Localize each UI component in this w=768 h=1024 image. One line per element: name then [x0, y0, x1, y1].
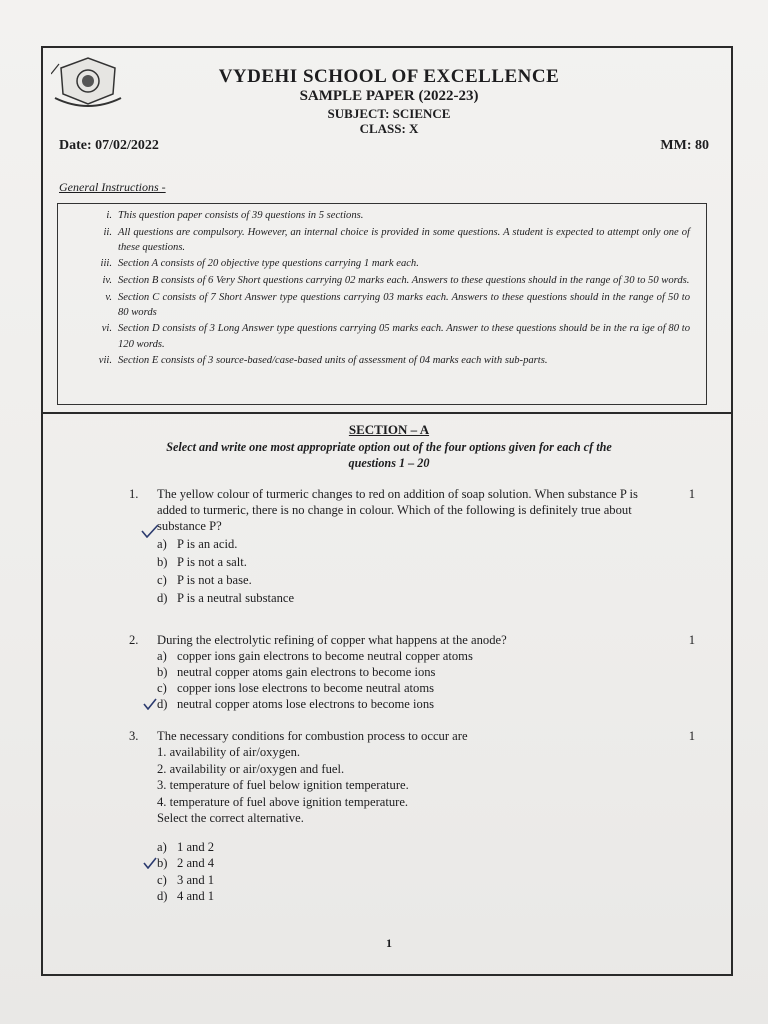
section-a-title: SECTION – A — [348, 422, 430, 437]
question-text: The necessary conditions for combustion process to occur are — [157, 729, 468, 743]
question-marks: 1 — [688, 633, 695, 647]
instruction-number: v. — [105, 291, 112, 303]
question-3 — [43, 728, 735, 905]
instruction-text: Section C consists of 7 Short Answer type questions carrying 03 marks each. Answers to these questions should in the range of 50 to 80 words — [118, 291, 690, 318]
option-letter: d) — [157, 889, 168, 903]
option-text: copper ions gain electrons to become neutral copper atoms — [177, 649, 473, 663]
instructions-list — [58, 208, 708, 370]
subject-label: SUBJECT: SCIENCE — [327, 106, 451, 121]
max-marks: MM: 80 — [660, 138, 709, 153]
question-2 — [43, 632, 735, 712]
option-b — [157, 855, 735, 872]
instructions-title: General Instructions - — [59, 180, 166, 194]
options-list — [157, 648, 735, 712]
section-a-instruction: Select and write one most appropriate option out of the four options given for each cf the questions 1 – 20 — [166, 440, 612, 470]
section-divider — [43, 412, 731, 414]
class-label: CLASS: X — [359, 121, 419, 136]
instruction-text: Section D consists of 3 Long Answer type questions carrying 05 marks each. Answer to these questions should be in the ra ige of 80 to 120 words. — [118, 323, 690, 350]
question-text: The yellow colour of turmeric changes to red on addition of soap solution. When substance P is added to turmeric, there is no change in colour. Which of the following is definitely true about substance P? — [157, 487, 638, 533]
pen-tick-icon — [141, 524, 159, 538]
instruction-text: This question paper consists of 39 questions in 5 sections. — [118, 210, 364, 221]
condition-item: 1. availability of air/oxygen. — [157, 745, 301, 759]
option-c — [157, 572, 735, 590]
exam-date: Date: 07/02/2022 — [59, 138, 159, 153]
instruction-item — [58, 256, 708, 271]
pen-tick-icon — [143, 857, 157, 869]
option-letter: a) — [157, 537, 167, 551]
option-c — [157, 680, 735, 696]
question-number: 2. — [129, 633, 139, 647]
option-a — [157, 648, 735, 664]
page-border — [41, 46, 733, 976]
question-marks: 1 — [688, 487, 695, 501]
option-text: neutral copper atoms gain electrons to become ions — [177, 665, 436, 679]
conditions-list — [157, 744, 735, 827]
options-list — [157, 839, 735, 905]
option-c — [157, 872, 735, 889]
instruction-item — [58, 353, 708, 368]
option-text: 1 and 2 — [177, 839, 215, 854]
instruction-item — [58, 273, 708, 288]
condition-item: 3. temperature of fuel below ignition temperature. — [157, 778, 409, 792]
instruction-text: Section E consists of 3 source-based/case-based units of assessment of 04 marks each with sub-parts. — [118, 355, 548, 367]
school-name: VYDEHI SCHOOL OF EXCELLENCE — [218, 66, 560, 87]
instruction-item — [58, 225, 708, 255]
option-letter: b) — [157, 856, 168, 870]
option-letter: c) — [157, 573, 167, 587]
condition-item: 2. availability or air/oxygen and fuel. — [157, 761, 345, 776]
instructions-box — [57, 203, 707, 405]
select-prompt: Select the correct alternative. — [157, 811, 304, 825]
option-b — [157, 664, 735, 680]
question-text: During the electrolytic refining of copper what happens at the anode? — [157, 633, 507, 647]
option-d — [157, 696, 735, 712]
instruction-text: Section A consists of 20 objective type questions carrying 1 mark each. — [118, 258, 419, 270]
option-letter: a) — [157, 839, 167, 854]
instruction-number: ii. — [103, 226, 112, 238]
pen-tick-icon — [143, 698, 157, 710]
option-text: copper ions lose electrons to become neutral atoms — [177, 681, 435, 695]
instruction-number: i. — [106, 210, 112, 221]
option-letter: d) — [157, 591, 168, 605]
option-text: 4 and 1 — [177, 889, 215, 903]
option-text: neutral copper atoms lose electrons to become ions — [177, 697, 435, 711]
options-list — [157, 536, 735, 608]
page-number: 1 — [386, 936, 392, 950]
instruction-item — [58, 290, 708, 320]
paper-title: SAMPLE PAPER (2022-23) — [299, 88, 479, 104]
condition-item: 4. temperature of fuel above ignition temperature. — [157, 794, 409, 809]
option-text: 2 and 4 — [177, 856, 215, 870]
instruction-number: iii. — [100, 258, 112, 270]
option-text: P is a neutral substance — [177, 591, 295, 605]
option-letter: c) — [157, 872, 167, 887]
instruction-number: iv. — [102, 274, 112, 286]
instruction-number: vii. — [98, 355, 112, 367]
option-b — [157, 554, 735, 572]
option-a — [157, 839, 735, 856]
instruction-text: All questions are compulsory. However, an internal choice is provided in some questions. A student is expected to attempt only one of these questions. — [118, 226, 690, 253]
question-number: 1. — [129, 487, 139, 501]
instruction-number: vi. — [101, 323, 112, 335]
option-text: P is not a salt. — [177, 555, 247, 569]
option-d — [157, 590, 735, 608]
question-1 — [43, 486, 735, 608]
option-letter: b) — [157, 555, 168, 569]
question-marks: 1 — [688, 729, 695, 743]
instruction-item — [58, 208, 708, 223]
option-letter: d) — [157, 697, 168, 711]
option-letter: b) — [157, 665, 168, 679]
option-text: P is not a base. — [177, 573, 252, 587]
option-text: 3 and 1 — [177, 872, 215, 887]
option-text: P is an acid. — [177, 537, 238, 551]
option-d — [157, 888, 735, 905]
question-number: 3. — [129, 729, 139, 743]
option-a — [157, 536, 735, 554]
instruction-text: Section B consists of 6 Very Short questions carrying 02 marks each. Answers to these questions should in the range of 30 to 50 words. — [118, 274, 690, 286]
instruction-item — [58, 321, 708, 351]
option-letter: c) — [157, 681, 167, 695]
option-letter: a) — [157, 649, 167, 663]
